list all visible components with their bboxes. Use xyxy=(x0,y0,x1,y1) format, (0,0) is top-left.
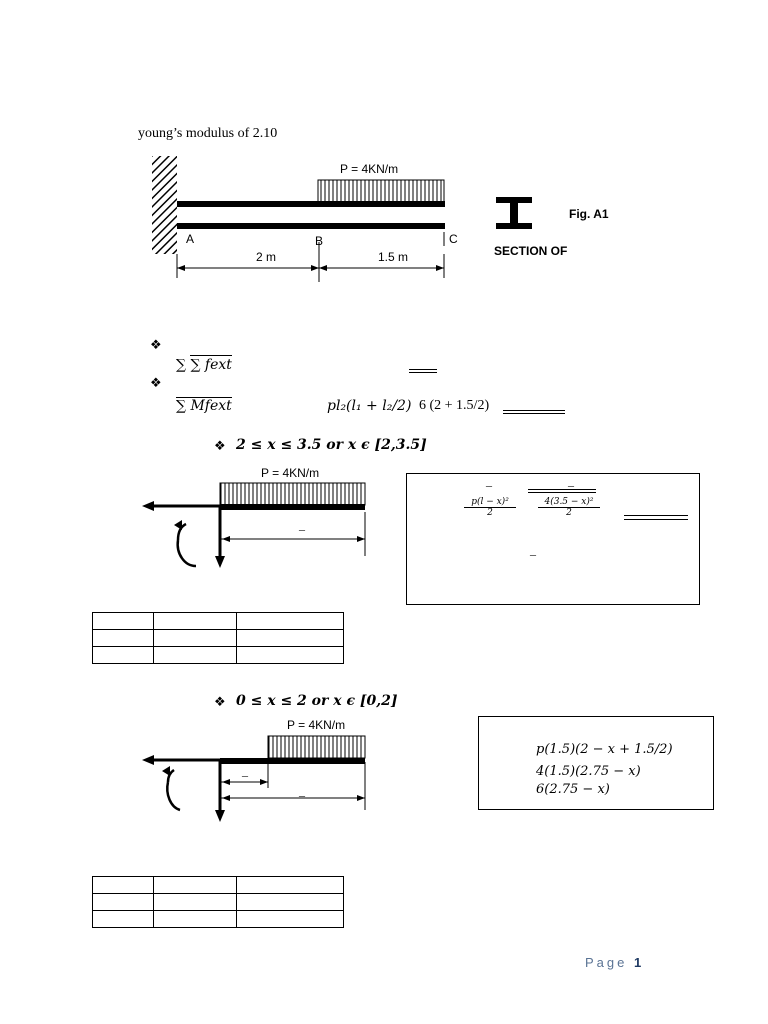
segment2-line-3: 6(2.75 − x) xyxy=(536,782,610,797)
point-a-label: A xyxy=(186,232,195,246)
page-number: 1 xyxy=(634,955,645,970)
box1-result-line xyxy=(624,515,688,520)
table-row xyxy=(93,877,344,894)
fraction1 xyxy=(464,497,516,518)
page-word: Page xyxy=(585,955,628,970)
segment2-distributed-load xyxy=(268,736,365,758)
table-row xyxy=(93,647,344,664)
fraction2-numerator: 4(3.5 − x)² xyxy=(538,497,600,508)
segment2-moment-arrow xyxy=(167,782,180,810)
table-row xyxy=(93,911,344,928)
fixed-wall xyxy=(152,156,177,254)
segment1-table xyxy=(92,612,344,664)
sum-forces-label: ∑ fext xyxy=(190,357,232,373)
moment-expression: pl₂(l₁ + l₂/2) xyxy=(327,398,412,414)
section-label: SECTION OF xyxy=(494,244,568,258)
intro-text: young’s modulus of 2.10 xyxy=(138,126,278,141)
segment1-moment-arrow xyxy=(178,540,196,566)
box1-dash-1: _ xyxy=(486,474,492,488)
sum-moments-expr xyxy=(176,398,232,414)
segment2-dimension-label-1: _ xyxy=(242,764,248,778)
table-row xyxy=(93,894,344,911)
segment2-table xyxy=(92,876,344,928)
segment1-diagram xyxy=(140,478,372,573)
segment1-beam xyxy=(220,504,365,510)
box1-double-line xyxy=(528,489,596,493)
fig-label: Fig. A1 xyxy=(569,207,609,221)
bullet-forces: ❖ xyxy=(150,337,162,352)
segment2-line-2: 4(1.5)(2.75 − x) xyxy=(536,764,641,779)
segment1-distributed-load xyxy=(220,483,365,505)
beam-top-flange xyxy=(177,201,445,207)
i-beam-section-icon xyxy=(494,195,534,231)
table-row xyxy=(93,613,344,630)
moment-value: 6 (2 + 1.5/2) xyxy=(419,398,490,413)
equals-blank-2 xyxy=(503,410,565,414)
segment1-load-label: P = 4KN/m xyxy=(261,466,320,480)
bullet-segment2: ❖ xyxy=(214,694,226,709)
point-b-label: B xyxy=(315,234,324,248)
bullet-segment1: ❖ xyxy=(214,438,226,453)
bullet-moments: ❖ xyxy=(150,375,162,390)
beam-figure xyxy=(140,150,470,290)
segment1-dimension-label: _ xyxy=(299,518,305,532)
box1-dash-2: _ xyxy=(568,474,574,488)
segment2-diagram xyxy=(140,732,372,827)
load-label-fig1: P = 4KN/m xyxy=(340,162,399,176)
sum-moments-label: ∑ Mfext xyxy=(176,398,232,414)
fraction1-denominator: 2 xyxy=(487,508,493,518)
page-footer xyxy=(585,955,644,970)
dimension-ab-label: 2 m xyxy=(256,250,277,264)
box1-dash-3: _ xyxy=(657,503,663,517)
dimension-bc-label: 1.5 m xyxy=(378,250,409,264)
segment2-heading: 0 ≤ x ≤ 2 or x ϵ [0,2] xyxy=(236,693,398,709)
box1-dash-4: _ xyxy=(530,543,536,557)
sum-forces-expr: ∑ ∑ fext xyxy=(176,357,232,373)
segment2-load-label: P = 4KN/m xyxy=(287,718,346,732)
beam-bottom-flange xyxy=(177,223,445,229)
segment1-heading: 2 ≤ x ≤ 3.5 or x ϵ [2,3.5] xyxy=(236,437,427,453)
table-row xyxy=(93,630,344,647)
distributed-load xyxy=(318,180,444,202)
fraction1-numerator: p(l − x)² xyxy=(464,497,516,508)
segment2-dimension-label-2: _ xyxy=(299,784,305,798)
fraction2 xyxy=(538,497,600,518)
equals-blank-1 xyxy=(409,369,437,373)
point-c-label: C xyxy=(449,232,458,246)
fraction2-denominator: 2 xyxy=(566,508,572,518)
segment2-line-1: p(1.5)(2 − x + 1.5/2) xyxy=(536,742,673,757)
